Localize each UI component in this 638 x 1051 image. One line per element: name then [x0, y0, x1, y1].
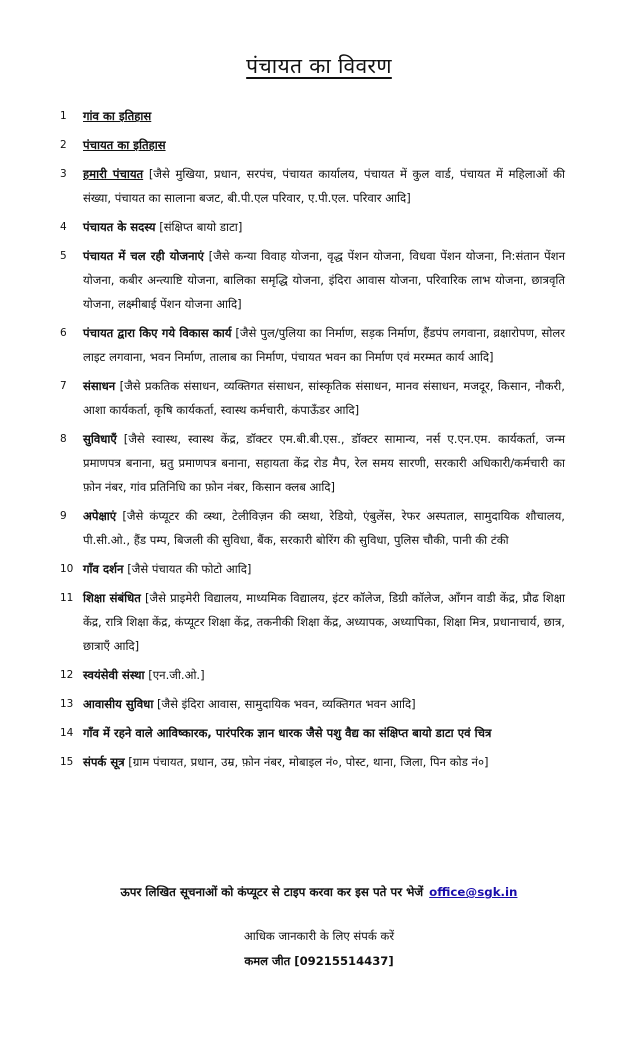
item-text: [ग्राम पंचायत, प्रधान, उम्र, फ़ोन नंबर, मोबाइल नं०, पोस्ट, थाना, जिला, पिन कोड नं०]: [128, 755, 489, 769]
page-title: पंचायत का विवरण: [246, 54, 392, 78]
item-text: [जैसे प्रकतिक संसाधन, व्यक्तिगत संसाधन, सांस्कृतिक संसाधन, मानव संसाधन, मजदूर, किसान, नौकरी, आशा कार्यकर्ता, कृषि कार्यकर्ता, स्वास्थ कर्मचारी, कंपाऊँडर आदि]: [83, 379, 565, 417]
item-heading: पंचायत के सदस्य: [83, 220, 156, 234]
item-text: [जैसे पंचायत की फोटो आदि]: [127, 562, 252, 576]
contact-person: कमल जीत [09215514437]: [244, 954, 394, 968]
details-list: [60, 104, 565, 779]
item-heading: पंचायत में चल रही योजनाएं: [83, 249, 204, 263]
item-heading: पंचायत द्वारा किए गये विकास कार्य: [83, 326, 232, 340]
list-item: [60, 215, 565, 239]
item-text: [एन.जी.ओ.]: [148, 668, 205, 682]
item-heading: गांव का इतिहास: [83, 109, 152, 123]
item-number: 15: [60, 756, 74, 768]
item-heading: अपेक्षाएं: [83, 509, 117, 523]
item-text: [जैसे स्वास्थ, स्वास्थ केंद्र, डॉक्टर एम.बी.बी.एस., डॉक्टर सामान्य, नर्स ए.एन.एम. कार्यकर्ता, जन्म प्रमाणपत्र बनाना, म्रतु प्रमाणपत्र बनाना, सहायता केंद्र रोड मैप, रेल समय सारणी, सरकारी अधिकारी/कर्मचारी का फ़ोन नंबर, गांव प्रतिनिधि का फ़ोन नंबर, किसान क्लब आदि]: [83, 432, 566, 494]
item-number: 14: [60, 727, 74, 739]
item-number: 13: [60, 698, 74, 710]
list-item: [60, 321, 565, 369]
item-number: 8: [60, 433, 67, 445]
email-link[interactable]: office@sgk.in: [429, 885, 518, 899]
item-heading: पंचायत का इतिहास: [83, 138, 166, 152]
item-heading: संपर्क सूत्र: [83, 755, 125, 769]
more-info-text: आधिक जानकारी के लिए संपर्क करें: [243, 929, 395, 943]
item-number: 10: [60, 563, 74, 575]
item-number: 1: [60, 110, 67, 122]
list-item: [60, 663, 565, 687]
list-item: [60, 586, 565, 658]
item-number: 11: [60, 592, 74, 604]
list-item: [60, 133, 565, 157]
item-heading: संसाधन: [83, 379, 116, 393]
list-item: [60, 504, 565, 552]
item-text: [जैसे कंप्यूटर की व्स्था, टेलीविज़न की व्सथा, रेडियो, एंबुलेंस, रेफर अस्पताल, सामुदायिक शौचालय, पी.सी.ओ., हैंड पम्प, बिजली की सुविधा, बैंक, सरकारी बोरिंग की सुविधा, पुलिस चौकी, पानी की टंकी: [83, 509, 565, 547]
item-text: [जैसे प्राइमेरी विद्यालय, माध्यमिक विद्यालय, इंटर कॉलेज, डिग्री कॉलेज, आँगन वाडी केंद्र, प्रौढ शिक्षा केंद्र, रात्रि शिक्षा केंद्र, कंप्यूटर शिक्षा केंद्र, तकनीकी शिक्षा केंद्र, अध्यापक, अध्यापिका, शिक्षा मित्र, प्रधानाचार्य, छात्र, छात्राएँ आदि]: [83, 591, 566, 653]
item-number: 4: [60, 221, 67, 233]
item-heading: गाँव में रहने वाले आविष्कारक, पारंपरिक ज्ञान धारक जैसे पशु वैद्य का संक्षिप्त बायो डाटा एवं चित्र: [83, 726, 492, 740]
item-heading: आवासीय सुविधा: [83, 697, 154, 711]
list-item: [60, 427, 565, 499]
item-text: [जैसे कन्या विवाह योजना, वृद्ध पेंशन योजना, विधवा पेंशन योजना, नि:संतान पेंशन योजना, कबीर अन्त्याष्टि योजना, बालिका समृद्धि योजना, इंदिरा आवास योजना, परिवारिक लाभ योजना, छात्रवृति योजना, लक्ष्मीबाई पेंशन योजना आदि]: [83, 249, 565, 311]
list-item: [60, 557, 565, 581]
item-heading: सुविधाएँ: [83, 432, 117, 446]
item-heading: हमारी पंचायत: [83, 167, 144, 181]
submission-instruction: [0, 884, 638, 900]
item-text: [संक्षिप्त बायो डाटा]: [159, 220, 243, 234]
item-number: 5: [60, 250, 67, 262]
item-text: [जैसे पुल/पुलिया का निर्माण, सड़क निर्माण, हैंडपंप लगवाना, व्रक्षारोपण, सोलर लाइट लगवाना, भवन निर्माण, तालाब का निर्माण, पंचायत भवन का निर्माण एवं मरम्मत कार्य आदि]: [83, 326, 566, 364]
item-heading: गाँव दर्शन: [83, 562, 124, 576]
item-number: 12: [60, 669, 74, 681]
item-heading: शिक्षा संबंधित: [83, 591, 141, 605]
list-item: [60, 750, 565, 774]
item-number: 7: [60, 380, 67, 392]
item-number: 2: [60, 139, 67, 151]
item-text: [जैसे मुखिया, प्रधान, सरपंच, पंचायत कार्यालय, पंचायत में कुल वार्ड, पंचायत में महिलाओं की संख्या, पंचायत का सालाना बजट, बी.पी.एल परिवार, ए.पी.एल. परिवार आदि]: [83, 167, 566, 205]
item-number: 6: [60, 327, 67, 339]
item-heading: स्वयंसेवी संस्था: [83, 668, 145, 682]
list-item: [60, 162, 565, 210]
item-text: [जैसे इंदिरा आवास, सामुदायिक भवन, व्यक्तिगत भवन आदि]: [157, 697, 416, 711]
list-item: [60, 721, 565, 745]
list-item: [60, 374, 565, 422]
item-number: 3: [60, 168, 67, 180]
item-number: 9: [60, 510, 67, 522]
instruction-text: ऊपर लिखित सूचनाओं को कंप्यूटर से टाइप करवा कर इस पते पर भेजें: [120, 885, 424, 899]
list-item: [60, 104, 565, 128]
list-item: [60, 244, 565, 316]
list-item: [60, 692, 565, 716]
